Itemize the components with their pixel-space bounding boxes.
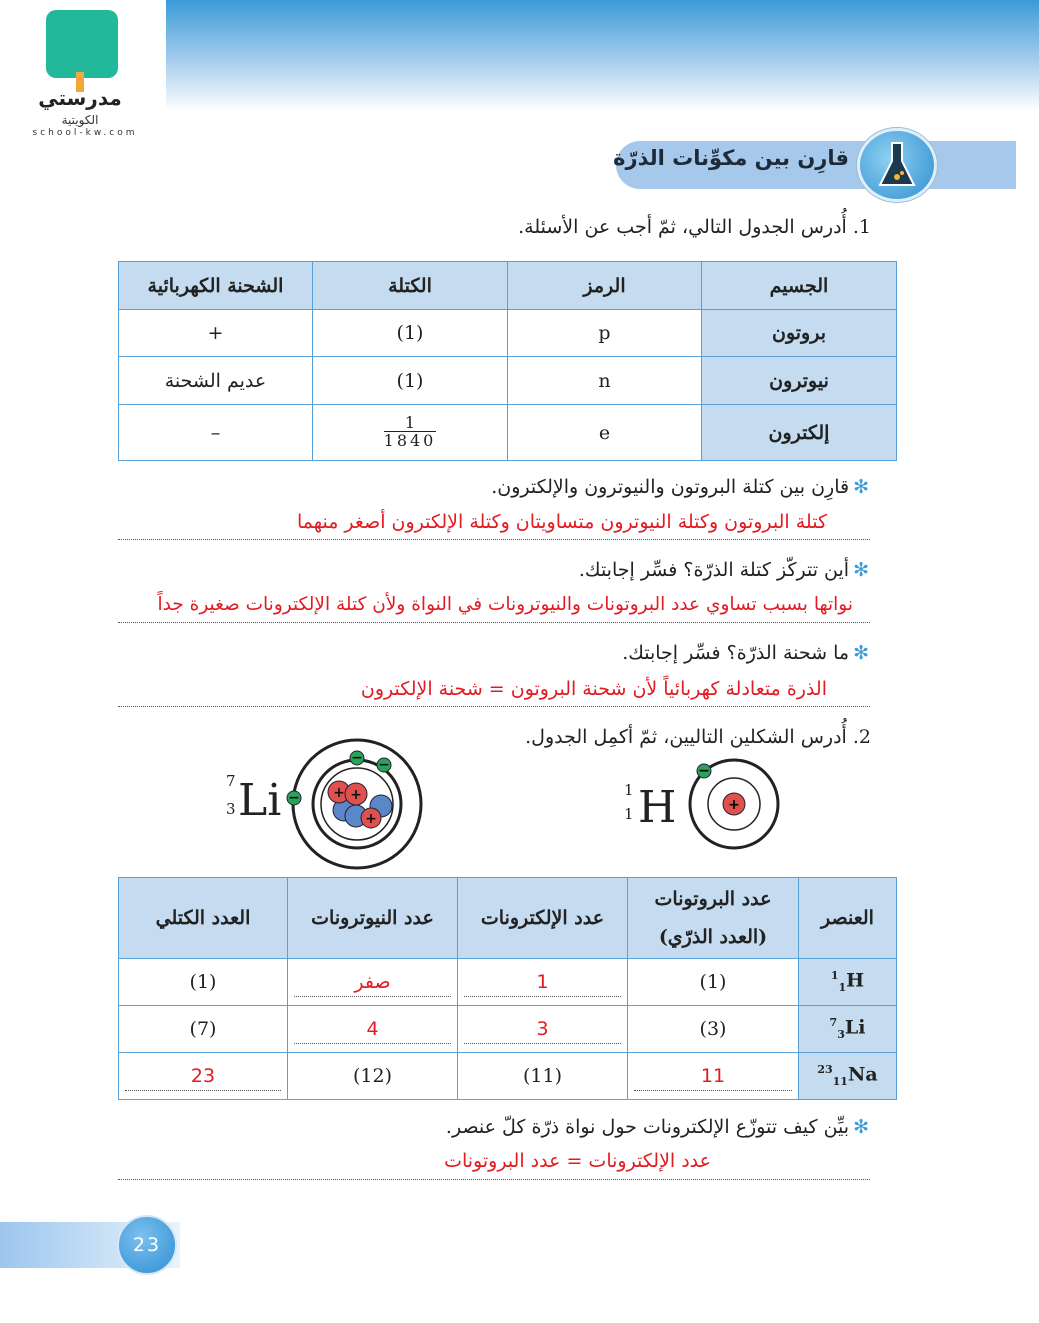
logo-subtitle: الكويتية bbox=[61, 113, 99, 127]
section-title: قارِن بين مكوِّنات الذرّة bbox=[613, 146, 849, 170]
neutrons-cell: (12) bbox=[288, 1053, 458, 1100]
li-label bbox=[224, 772, 282, 826]
svg-text:−: − bbox=[698, 763, 710, 779]
logo-url: school-kw.com bbox=[32, 128, 138, 138]
table-row bbox=[119, 1053, 897, 1100]
header-mass-number: العدد الكتلي bbox=[119, 878, 288, 959]
question-text: قارِن بين كتلة البروتون والنيوترون والإلكترون. bbox=[491, 476, 850, 498]
particle-mass: (1) bbox=[313, 310, 508, 357]
answer-value: صفر bbox=[294, 968, 451, 997]
table-row bbox=[119, 1006, 897, 1053]
header-band bbox=[166, 0, 1039, 112]
mass-number-cell: (1) bbox=[119, 959, 288, 1006]
question-text: أين تتركّز كتلة الذرّة؟ فسِّر إجابتك. bbox=[578, 559, 850, 581]
svg-text:−: − bbox=[351, 750, 363, 766]
answer-line bbox=[118, 1179, 870, 1180]
answer-2: نواتها بسبب تساوي عدد البروتونات والنيوترونات في النواة ولأن كتلة الإلكترونات صغيرة جداً bbox=[157, 594, 853, 615]
hydrogen-atom-diagram bbox=[686, 758, 782, 852]
particle-name: بروتون bbox=[702, 310, 897, 357]
particle-symbol: p bbox=[508, 310, 702, 357]
element-cell bbox=[799, 1053, 897, 1100]
neutrons-cell bbox=[288, 959, 458, 1006]
answer-value: 11 bbox=[634, 1062, 792, 1091]
page-number: 23 bbox=[117, 1215, 177, 1275]
particles-table bbox=[118, 261, 897, 461]
element-symbol: H bbox=[638, 782, 677, 833]
q2-prompt: 2. أُدرس الشكلين التاليين، ثمّ أكمِل الجدول. bbox=[525, 726, 871, 748]
fraction-denominator: 1840 bbox=[383, 431, 437, 450]
flask-icon bbox=[857, 128, 937, 202]
answer-line bbox=[118, 706, 870, 707]
particle-charge: عديم الشحنة bbox=[119, 357, 313, 405]
logo-icon bbox=[46, 10, 118, 78]
header-particle: الجسيم bbox=[702, 262, 897, 310]
answer-value: 23 bbox=[125, 1062, 281, 1091]
element-symbol: Li bbox=[844, 1016, 866, 1039]
protons-cell: (3) bbox=[628, 1006, 799, 1053]
answer-value: 4 bbox=[294, 1015, 451, 1044]
particle-name: إلكترون bbox=[702, 405, 897, 461]
atomic-number: 1 bbox=[624, 805, 634, 823]
particle-charge: – bbox=[119, 405, 313, 461]
particle-mass bbox=[313, 405, 508, 461]
q2-answer: عدد الإلكترونات = عدد البروتونات bbox=[444, 1150, 711, 1172]
mass-number: 23 bbox=[817, 1063, 833, 1077]
protons-cell bbox=[628, 1053, 799, 1100]
logo-name: مدرستي bbox=[38, 86, 122, 110]
electrons-cell bbox=[458, 1006, 628, 1053]
mass-number-cell bbox=[119, 1053, 288, 1100]
lithium-atom-diagram bbox=[284, 736, 429, 871]
header-neutrons: عدد النيوترونات bbox=[288, 878, 458, 959]
particle-name: نيوترون bbox=[702, 357, 897, 405]
answer-value: 1 bbox=[464, 968, 621, 997]
atomic-number: 3 bbox=[226, 800, 236, 818]
q1-prompt: 1. أُدرس الجدول التالي، ثمّ أجب عن الأسئلة. bbox=[518, 216, 871, 238]
question-1 bbox=[491, 476, 869, 498]
header-element: العنصر bbox=[799, 878, 897, 959]
svg-text:−: − bbox=[288, 790, 300, 806]
particle-mass: (1) bbox=[313, 357, 508, 405]
atomic-number: 11 bbox=[832, 1075, 848, 1089]
h-label bbox=[622, 783, 676, 833]
answer-line bbox=[118, 539, 870, 540]
fraction-numerator: 1 bbox=[384, 414, 437, 432]
header-charge: الشحنة الكهربائية bbox=[119, 262, 313, 310]
answer-value: 3 bbox=[464, 1015, 621, 1044]
element-cell bbox=[799, 959, 897, 1006]
svg-text:+: + bbox=[728, 797, 740, 813]
star-bullet-icon: ✻ bbox=[853, 476, 869, 498]
question-2 bbox=[579, 559, 869, 581]
electrons-cell: (11) bbox=[458, 1053, 628, 1100]
header-symbol: الرمز bbox=[508, 262, 702, 310]
answer-3: الذرة متعادلة كهربائياً لأن شحنة البروتون = شحنة الإلكترون bbox=[360, 678, 827, 700]
answer-1: كتلة البروتون وكتلة النيوترون متساويتان وكتلة الإلكترون أصغر منهما bbox=[296, 511, 827, 533]
elements-table bbox=[118, 877, 897, 1100]
particle-symbol: n bbox=[508, 357, 702, 405]
element-symbol: Li bbox=[238, 775, 282, 826]
particle-symbol: e bbox=[508, 405, 702, 461]
atomic-number: 3 bbox=[837, 1028, 845, 1042]
table-row bbox=[119, 310, 897, 357]
mass-number: 7 bbox=[226, 772, 236, 790]
header-protons: عدد البروتونات (العدد الذرّي) bbox=[628, 878, 799, 959]
svg-text:+: + bbox=[333, 785, 345, 801]
atomic-number: 1 bbox=[838, 981, 847, 995]
star-bullet-icon: ✻ bbox=[853, 642, 869, 664]
protons-cell: (1) bbox=[628, 959, 799, 1006]
element-symbol: Na bbox=[847, 1063, 878, 1086]
neutrons-cell bbox=[288, 1006, 458, 1053]
mass-number: 1 bbox=[830, 969, 839, 983]
particle-charge: + bbox=[119, 310, 313, 357]
mass-number-cell: (7) bbox=[119, 1006, 288, 1053]
table-row bbox=[119, 405, 897, 461]
answer-line bbox=[118, 622, 870, 623]
star-bullet-icon: ✻ bbox=[853, 559, 869, 581]
svg-text:+: + bbox=[365, 811, 377, 827]
element-cell bbox=[799, 1006, 897, 1053]
star-bullet-icon: ✻ bbox=[853, 1116, 869, 1138]
mass-number: 1 bbox=[624, 781, 634, 799]
header-mass: الكتلة bbox=[313, 262, 508, 310]
table-row bbox=[119, 959, 897, 1006]
question-3 bbox=[622, 642, 869, 664]
mass-fraction bbox=[384, 414, 437, 449]
q2-question bbox=[446, 1116, 869, 1138]
svg-text:−: − bbox=[378, 757, 390, 773]
header-electrons: عدد الإلكترونات bbox=[458, 878, 628, 959]
question-text: ما شحنة الذرّة؟ فسِّر إجابتك. bbox=[622, 642, 850, 664]
question-text: بيِّن كيف تتوزّع الإلكترونات حول نواة ذرّة كلّ عنصر. bbox=[445, 1116, 850, 1138]
table-row bbox=[119, 357, 897, 405]
mass-number: 7 bbox=[829, 1016, 838, 1030]
svg-text:+: + bbox=[350, 787, 362, 803]
element-symbol: H bbox=[846, 969, 865, 992]
electrons-cell bbox=[458, 959, 628, 1006]
